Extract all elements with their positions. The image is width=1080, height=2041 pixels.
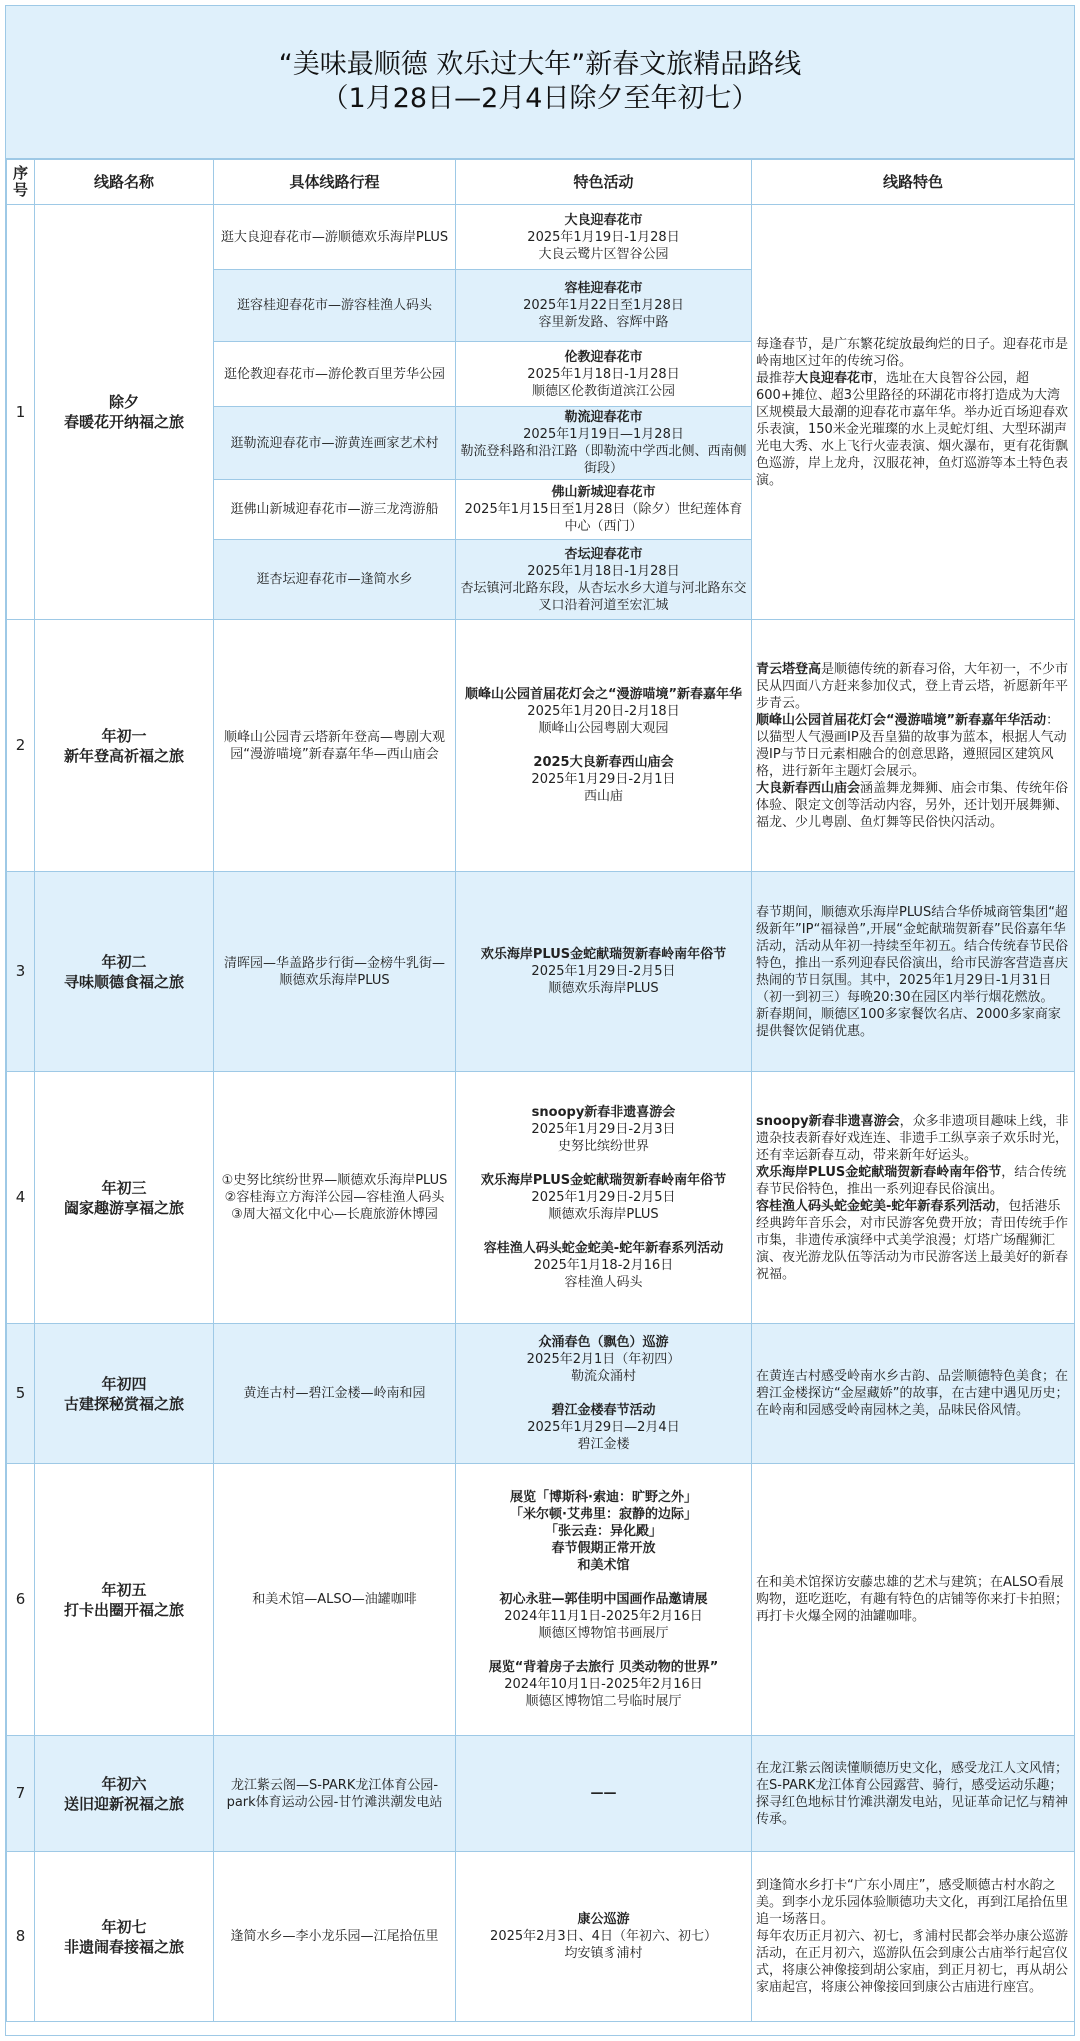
activity-item (460, 349, 747, 400)
activity-title: 勒流迎春花市 (564, 410, 643, 425)
route-name-cell (35, 1852, 214, 2022)
feature-highlight: 欢乐海岸PLUS金蛇献瑞贺新春岭南年俗节 (756, 1164, 1002, 1180)
activity-title: 「米尔顿·艾弗里：寂静的边际」 (510, 1507, 697, 1522)
activity-detail: 2025年1月29日-2月5日 (531, 964, 676, 979)
activity-title: 佛山新城迎春花市 (551, 485, 656, 500)
activity-title: 容桂迎春花市 (564, 281, 643, 296)
activity-title: 「张云垚：异化殿」 (544, 1524, 662, 1539)
activity-title: 2025大良新春西山庙会 (533, 755, 674, 770)
itinerary-cell: 黄连古村—碧江金楼—岭南和园 (214, 1324, 456, 1464)
activity-detail: 勒流登科路和沿江路（即勒流中学西北侧、西南侧街段） (460, 444, 747, 476)
activity-detail: 2025年1月29日-2月3日 (531, 1122, 676, 1137)
feature-text: 在龙江紫云阁读懂顺德历史文化，感受龙江人文风情；在S-PARK龙江体育公园露营、骑行，感受运动乐趣；探寻红色地标甘竹滩洪潮发电站，见证革命记忆与精神传承。 (756, 1760, 1069, 1827)
activity-cell (456, 540, 752, 620)
itinerary-cell: 逛容桂迎春花市—游容桂渔人码头 (214, 270, 456, 342)
table-row (7, 1852, 1075, 2022)
activity-cell (456, 620, 752, 872)
route-seq-cell: 2 (7, 620, 35, 872)
route-feature-cell (752, 1464, 1075, 1736)
route-feature-cell (752, 1852, 1075, 2022)
activity-item (460, 546, 747, 614)
activity-detail: 2025年1月29日-2月1日 (531, 772, 676, 787)
table-header-row (7, 160, 1075, 205)
activity-title: snoopy新春非遗喜游会 (531, 1105, 676, 1120)
feature-text: ，众多非遗项目趣味上线，非遗杂技表新春好戏连连、非遗手工纵享亲子欢乐时光，还有幸运新春互动，带来新年好运头。 (756, 1113, 1069, 1163)
activity-item (460, 1591, 747, 1642)
feature-highlight: 容桂渔人码头蛇金蛇美-蛇年新春系列活动 (756, 1198, 996, 1214)
route-seq-cell: 6 (7, 1464, 35, 1736)
activity-spacer (460, 737, 747, 754)
activity-spacer (460, 1574, 747, 1591)
itinerary-item: ③周大福文化中心—长鹿旅游休博园 (231, 1207, 438, 1222)
route-name-cell (35, 620, 214, 872)
feature-highlight: 青云塔登高 (756, 661, 822, 677)
route-day: 年初一 (101, 726, 147, 745)
activity-cell (456, 1736, 752, 1852)
activity-detail: 杏坛镇河北路东段，从杏坛水乡大道与河北路东交叉口沿着河道至宏汇城 (460, 580, 747, 613)
activity-item (460, 1659, 747, 1710)
route-feature-cell (752, 1324, 1075, 1464)
feature-highlight: snoopy新春非遗喜游会 (756, 1113, 900, 1129)
activity-title: 和美术馆 (577, 1558, 630, 1573)
table-body (7, 205, 1075, 2022)
activity-title: 欢乐海岸PLUS金蛇献瑞贺新春岭南年俗节 (480, 1173, 727, 1188)
itinerary-cell: 清晖园—华盖路步行街—金榜牛乳街—顺德欢乐海岸PLUS (214, 872, 456, 1072)
feature-text: ，结合传统春节民俗特色，推出一系列迎春民俗演出。 (756, 1164, 1067, 1197)
feature-highlight: 顺峰山公园首届花灯会“漫游喵境”新春嘉年华活动 (756, 712, 1047, 728)
route-feature-cell (752, 1072, 1075, 1324)
activity-detail: 2025年2月1日（年初四） (526, 1352, 681, 1367)
activity-cell (456, 1852, 752, 2022)
activity-detail: 容里新发路、容辉中路 (538, 315, 669, 330)
feature-text: 在和美术馆探访安藤忠雄的艺术与建筑；在ALSO看展购物，逛吃逛吃，有趣有特色的店铺等你来打卡拍照；再打卡火爆全网的油罐咖啡。 (756, 1575, 1069, 1624)
route-name-cell (35, 1464, 214, 1736)
activity-detail: 2025年1月29日—2月4日 (527, 1420, 680, 1435)
feature-text: 最推荐 (756, 370, 796, 386)
header-feature: 线路特色 (752, 160, 1075, 205)
activity-detail: 2024年10月1日-2025年2月16日 (504, 1677, 703, 1692)
activity-detail: 大良云鹭片区智谷公园 (538, 246, 669, 262)
activity-detail: 容桂渔人码头 (564, 1275, 643, 1290)
itinerary-cell: 逛佛山新城迎春花市—游三龙湾游船 (214, 480, 456, 540)
activity-title: 碧江金楼春节活动 (551, 1403, 656, 1418)
activity-detail: 顺德欢乐海岸PLUS (548, 981, 659, 996)
table-row (7, 872, 1075, 1072)
itinerary-cell: 逛伦教迎春花市—游伦教百里芳华公园 (214, 342, 456, 407)
feature-text: 每逢春节，是广东繁花绽放最绚烂的日子。迎春花市是岭南地区过年的传统习俗。 (756, 336, 1069, 369)
activity-item (460, 1402, 747, 1453)
activity-detail: 顺德区博物馆书画展厅 (538, 1626, 669, 1641)
table-row (7, 1736, 1075, 1852)
route-seq-cell: 3 (7, 872, 35, 1072)
activity-detail: 2025年1月19日-1月28日 (527, 229, 680, 245)
route-title: 春暖花开纳福之旅 (63, 413, 184, 431)
activity-item (460, 1172, 747, 1223)
activity-detail: 顺峰山公园粤剧大观园 (538, 721, 669, 736)
activity-detail: 2025年1月19日—1月28日 (523, 427, 684, 442)
route-day: 年初五 (101, 1580, 147, 1599)
activity-detail: 2025年1月20日-2月18日 (527, 704, 680, 719)
table-row (7, 1464, 1075, 1736)
activity-title: 伦教迎春花市 (564, 349, 643, 365)
header-route-name: 线路名称 (35, 160, 214, 205)
feature-highlight: 大良新春西山庙会 (756, 780, 861, 796)
route-seq-cell: 4 (7, 1072, 35, 1324)
itinerary-cell: 龙江紫云阁—S-PARK龙江体育公园-park体育运动公园-甘竹滩洪潮发电站 (214, 1736, 456, 1852)
route-feature-cell (752, 620, 1075, 872)
activity-item (460, 1240, 747, 1291)
feature-text: 是顺德传统的新春习俗，大年初一，不少市民从四面八方赶来参加仪式，登上青云塔，祈愿新年平步青云。 (756, 661, 1069, 711)
header-seq: 序号 (7, 160, 35, 205)
feature-text: 到逢简水乡打卡“广东小周庄”，感受顺德古村水韵之美。到李小龙乐园体验顺德功夫文化，再到江尾拾伍里追一场落日。 (756, 1878, 1069, 1927)
route-seq-cell: 8 (7, 1852, 35, 2022)
activity-detail: 2025年1月29日-2月5日 (531, 1190, 676, 1205)
feature-text: ，包括港乐经典跨年音乐会，对市民游客免费开放；青田传统手作市集，非遗传承演绎中式美学浪漫；灯塔广场醒狮汇演、夜光游龙队伍等活动为市民游客送上最美好的新春祝福。 (756, 1198, 1069, 1282)
activity-title: 杏坛迎春花市 (564, 546, 643, 562)
activity-title: —— (590, 1786, 617, 1801)
activity-cell (456, 342, 752, 407)
activity-title: 展览「博斯科·索迪：旷野之外」 (510, 1490, 697, 1505)
activity-title: 顺峰山公园首届花灯会之“漫游喵境”新春嘉年华 (464, 687, 743, 702)
feature-text: 每年农历正月初六、初七，豸浦村民都会举办康公巡游活动，在正月初六，巡游队伍会到康公古庙举行起宫仪式，将康公神像接到胡公家庙，到正月初七，再从胡公家庙起宫，将康公神像接回到康公古庙进行座宫。 (756, 1929, 1069, 1995)
activity-cell (456, 1464, 752, 1736)
activity-title: 春节假期正常开放 (551, 1541, 656, 1556)
route-title: 送旧迎新祝福之旅 (63, 1794, 184, 1813)
route-feature-cell (752, 205, 1075, 620)
route-name-cell (35, 205, 214, 620)
activity-title: 初心永驻—郭佳明中国画作品邀请展 (499, 1592, 708, 1607)
activity-detail: 2024年11月1日-2025年2月16日 (504, 1609, 703, 1624)
route-title: 非遗闹春接福之旅 (63, 1937, 184, 1956)
activity-detail: 碧江金楼 (577, 1437, 630, 1452)
route-seq-cell: 1 (7, 205, 35, 620)
activity-cell (456, 270, 752, 342)
feature-text: ，选址在大良智谷公园，超600+摊位、超3公里路径的环湖花市将打造成为大湾区规模最大最潮的迎春花市嘉年华。举办近百场迎春欢乐表演，150米金光璀璨的水上灵蛇灯组、大型环湖声光电大秀、水上飞行火壶表演、烟火瀑布，更有花街飘色巡游，岸上龙舟，汉服花神，鱼灯巡游等本土特色表演。 (756, 370, 1069, 488)
activity-item (460, 1911, 747, 1962)
route-name-cell (35, 1072, 214, 1324)
route-title: 新年登高祈福之旅 (63, 746, 184, 765)
route-title: 打卡出圈开福之旅 (63, 1600, 184, 1619)
activity-cell (456, 1072, 752, 1324)
itinerary-item: ①史努比缤纷世界—顺德欢乐海岸PLUS (221, 1173, 448, 1188)
activity-cell (456, 1324, 752, 1464)
title-bar (6, 6, 1074, 159)
activity-cell (456, 407, 752, 480)
activity-spacer (460, 1155, 747, 1172)
route-seq-cell: 7 (7, 1736, 35, 1852)
feature-text: 春节期间，顺德欢乐海岸PLUS结合华侨城商管集团“超级新年”IP“福禄兽”,开展“金蛇献瑞贺新春”民俗嘉年华活动，活动从年初一持续至年初五。结合传统春节民俗特色，推出一系列迎春民俗演出，给市民游客营造喜庆热闹的节日氛围。其中，2025年1月29日-1月31日（初一到初三）每晚20:30在园区内举行烟花燃放。 (756, 904, 1069, 1005)
activity-title: 众涌春色（飘色）巡游 (538, 1335, 669, 1350)
route-table-sheet (5, 5, 1075, 2036)
route-day: 除夕 (108, 393, 139, 411)
table-row (7, 205, 1075, 270)
header-itinerary: 具体线路行程 (214, 160, 456, 205)
route-title: 古建探秘赏福之旅 (63, 1394, 184, 1413)
activity-spacer (460, 1385, 747, 1402)
activity-item (460, 754, 747, 805)
route-name-cell (35, 1736, 214, 1852)
activity-detail: 均安镇豸浦村 (564, 1946, 643, 1961)
feature-text: 新春期间，顺德区100多家餐饮名店、2000多家商家提供餐饮促销优惠。 (756, 1006, 1061, 1039)
activity-item (460, 1334, 747, 1385)
activity-detail: 顺德区博物馆二号临时展厅 (525, 1694, 682, 1709)
activity-detail: 2025年1月22日至1月28日 (523, 298, 684, 313)
itinerary-cell: 顺峰山公园青云塔新年登高—粤剧大观园“漫游喵境”新春嘉年华—西山庙会 (214, 620, 456, 872)
activity-detail: 2025年1月18日-1月28日 (527, 366, 680, 382)
activity-cell (456, 480, 752, 540)
itinerary-cell: 逛大良迎春花市—游顺德欢乐海岸PLUS (214, 205, 456, 270)
route-day: 年初六 (101, 1774, 147, 1793)
activity-detail: 2025年1月18-2月16日 (533, 1258, 674, 1273)
header-activity: 特色活动 (456, 160, 752, 205)
activity-title: 展览“背着房子去旅行 贝类动物的世界” (488, 1660, 719, 1675)
activity-detail: 勒流众涌村 (570, 1369, 636, 1384)
route-name-cell (35, 872, 214, 1072)
route-seq-cell: 5 (7, 1324, 35, 1464)
table-row (7, 1072, 1075, 1324)
activity-cell (456, 205, 752, 270)
activity-detail: 2025年1月15日至1月28日（除夕）世纪莲体育中心（西门） (464, 502, 743, 534)
itinerary-cell: 逛勒流迎春花市—游黄连画家艺术村 (214, 407, 456, 480)
page-title: “美味最顺德 欢乐过大年”新春文旅精品路线 (278, 49, 802, 80)
activity-detail: 顺德区伦教街道滨江公园 (531, 383, 675, 399)
activity-item (460, 1489, 747, 1574)
activity-spacer (460, 1223, 747, 1240)
table-row (7, 620, 1075, 872)
activity-item (460, 484, 747, 535)
feature-text: ：以猫型人气漫画IP及吾皇猫的故事为蓝本，根据人气动漫IP与节日元素相融合的创意思路，遵照园区建筑风格，进行新年主题灯会展示。 (756, 712, 1067, 779)
activity-title: 欢乐海岸PLUS金蛇献瑞贺新春岭南年俗节 (480, 947, 727, 962)
activity-title: 容桂渔人码头蛇金蛇美-蛇年新春系列活动 (483, 1241, 724, 1256)
route-table (6, 159, 1075, 2022)
activity-item (460, 280, 747, 331)
itinerary-cell (214, 1072, 456, 1324)
route-feature-cell (752, 1736, 1075, 1852)
activity-detail: 史努比缤纷世界 (557, 1139, 649, 1154)
route-day: 年初四 (101, 1374, 147, 1393)
table-row (7, 1324, 1075, 1464)
feature-text: 在黄连古村感受岭南水乡古韵、品尝顺德特色美食；在碧江金楼探访“金屋藏娇”的故事，在古建中遇见历史；在岭南和园感受岭南园林之美，品味民俗风情。 (756, 1369, 1069, 1418)
activity-item (460, 686, 747, 737)
itinerary-item: ②容桂海立方海洋公园—容桂渔人码头 (224, 1190, 445, 1205)
activity-item (460, 946, 747, 997)
activity-detail: 顺德欢乐海岸PLUS (548, 1207, 659, 1222)
route-title: 寻味顺德食福之旅 (63, 972, 184, 991)
feature-highlight: 大良迎春花市 (795, 370, 874, 386)
route-day: 年初七 (101, 1917, 147, 1936)
activity-cell (456, 872, 752, 1072)
activity-item (460, 1104, 747, 1155)
itinerary-cell: 逛杏坛迎春花市—逢简水乡 (214, 540, 456, 620)
activity-spacer (460, 1642, 747, 1659)
page-subtitle: （1月28日—2月4日除夕至年初七） (321, 83, 759, 114)
activity-item (460, 409, 747, 477)
activity-title: 康公巡游 (577, 1912, 630, 1927)
route-feature-cell (752, 872, 1075, 1072)
route-title: 阖家趣游享福之旅 (63, 1198, 184, 1217)
route-name-cell (35, 1324, 214, 1464)
activity-title: 大良迎春花市 (564, 212, 643, 228)
activity-item (460, 1785, 747, 1802)
activity-detail: 2025年2月3日、4日（年初六、初七） (490, 1929, 717, 1944)
activity-detail: 2025年1月18日-1月28日 (527, 563, 680, 579)
activity-item (460, 212, 747, 263)
route-day: 年初三 (101, 1178, 147, 1197)
route-day: 年初二 (101, 952, 147, 971)
activity-detail: 西山庙 (583, 789, 623, 804)
feature-text: 涵盖舞龙舞狮、庙会市集、传统年俗体验、限定文创等活动内容，另外，还计划开展舞狮、福龙、少儿粤剧、鱼灯舞等民俗快闪活动。 (756, 780, 1069, 830)
itinerary-cell: 逢简水乡—李小龙乐园—江尾拾伍里 (214, 1852, 456, 2022)
itinerary-cell: 和美术馆—ALSO—油罐咖啡 (214, 1464, 456, 1736)
